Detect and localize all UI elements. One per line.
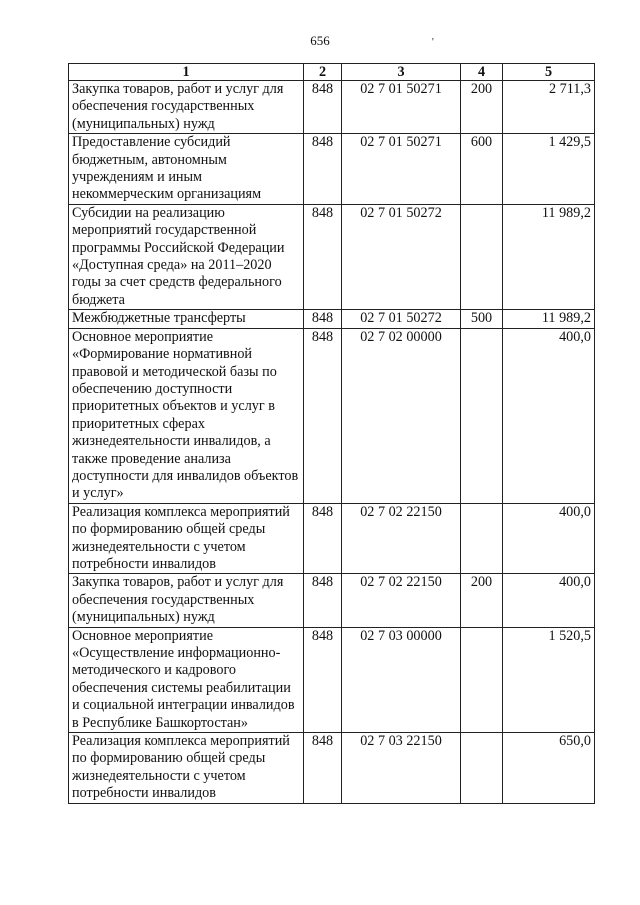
header-col-4: 4 <box>461 64 503 81</box>
row-amount: 650,0 <box>503 733 595 804</box>
header-col-3: 3 <box>342 64 461 81</box>
row-code: 848 <box>304 503 342 574</box>
row-amount: 11 989,2 <box>503 204 595 309</box>
row-amount: 400,0 <box>503 328 595 503</box>
header-col-5: 5 <box>503 64 595 81</box>
row-code: 848 <box>304 627 342 732</box>
row-type <box>461 328 503 503</box>
row-name: Реализация комплекса мероприятий по формированию общей среды жизнедеятельности с учетом потребности инвалидов <box>69 503 304 574</box>
row-target: 02 7 01 50272 <box>342 310 461 328</box>
row-name: Закупка товаров, работ и услуг для обеспечения государственных (муниципальных) нужд <box>69 574 304 627</box>
row-target: 02 7 01 50271 <box>342 81 461 134</box>
row-code: 848 <box>304 574 342 627</box>
row-amount: 2 711,3 <box>503 81 595 134</box>
row-name: Межбюджетные трансферты <box>69 310 304 328</box>
row-name: Основное мероприятие «Осуществление информационно-методического и кадрового обеспечения системы реабилитации и социальной интеграции инвалидов в Республике Башкортостан» <box>69 627 304 732</box>
row-type: 500 <box>461 310 503 328</box>
table-row <box>69 81 595 134</box>
row-code: 848 <box>304 328 342 503</box>
row-type <box>461 733 503 804</box>
row-target: 02 7 01 50271 <box>342 134 461 205</box>
page-number: 656 <box>310 33 330 48</box>
row-type: 200 <box>461 574 503 627</box>
row-target: 02 7 02 22150 <box>342 503 461 574</box>
row-code: 848 <box>304 204 342 309</box>
table-row <box>69 574 595 627</box>
row-target: 02 7 02 00000 <box>342 328 461 503</box>
table-row <box>69 134 595 205</box>
table-row <box>69 733 595 804</box>
row-name: Реализация комплекса мероприятий по формированию общей среды жизнедеятельности с учетом потребности инвалидов <box>69 733 304 804</box>
row-amount: 1 429,5 <box>503 134 595 205</box>
row-type <box>461 627 503 732</box>
row-target: 02 7 02 22150 <box>342 574 461 627</box>
table-row <box>69 204 595 309</box>
row-name: Предоставление субсидий бюджетным, автономным учреждениям и иным некоммерческим организациям <box>69 134 304 205</box>
table-row <box>69 503 595 574</box>
row-type <box>461 503 503 574</box>
row-amount: 400,0 <box>503 503 595 574</box>
row-amount: 11 989,2 <box>503 310 595 328</box>
row-type <box>461 204 503 309</box>
table-row <box>69 627 595 732</box>
row-type: 200 <box>461 81 503 134</box>
row-type: 600 <box>461 134 503 205</box>
row-target: 02 7 03 22150 <box>342 733 461 804</box>
row-code: 848 <box>304 310 342 328</box>
row-code: 848 <box>304 733 342 804</box>
header-col-1: 1 <box>69 64 304 81</box>
row-amount: 1 520,5 <box>503 627 595 732</box>
table-row <box>69 328 595 503</box>
table-row <box>69 310 595 328</box>
row-code: 848 <box>304 81 342 134</box>
row-amount: 400,0 <box>503 574 595 627</box>
row-target: 02 7 01 50272 <box>342 204 461 309</box>
row-name: Закупка товаров, работ и услуг для обеспечения государственных (муниципальных) нужд <box>69 81 304 134</box>
header-row <box>69 64 595 81</box>
stray-mark: ' <box>432 37 434 48</box>
row-code: 848 <box>304 134 342 205</box>
row-target: 02 7 03 00000 <box>342 627 461 732</box>
header-col-2: 2 <box>304 64 342 81</box>
row-name: Основное мероприятие «Формирование нормативной правовой и методической базы по обеспечению доступности приоритетных объектов и услуг в приоритетных сферах жизнедеятельности инвалидов, а также проведение анализа доступности для инвалидов объектов и услуг» <box>69 328 304 503</box>
budget-table <box>68 63 595 804</box>
row-name: Субсидии на реализацию мероприятий государственной программы Российской Федерации «Доступная среда» на 2011–2020 годы за счет средств федерального бюджета <box>69 204 304 309</box>
